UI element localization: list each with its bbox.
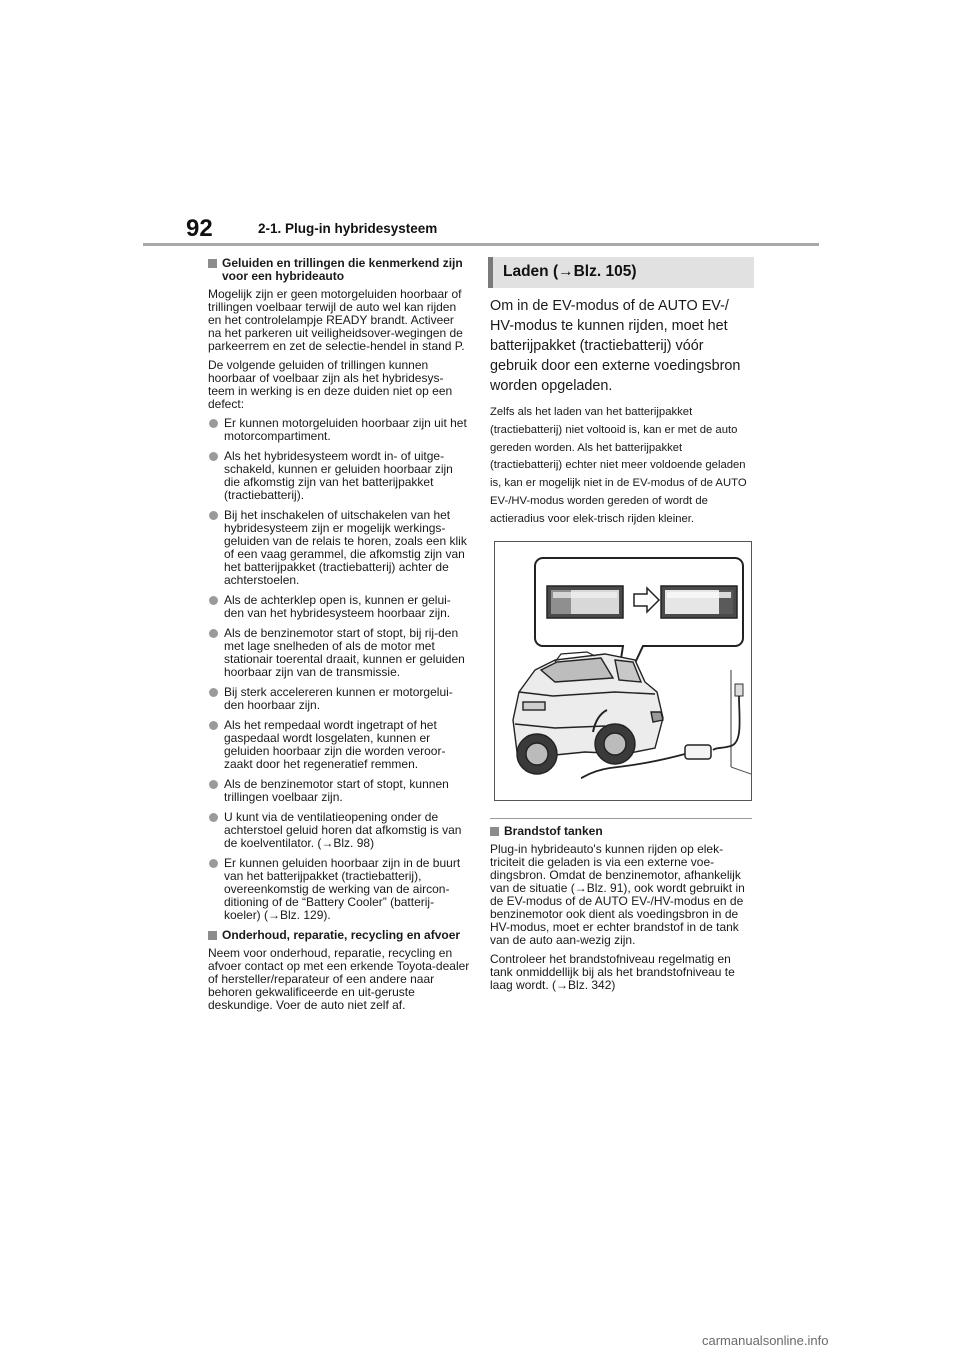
paragraph: Plug-in hybrideauto's kunnen rijden op elek-triciteit die geladen is via een externe voe-dingsbron. Omdat de benzinemotor, afhankelijk van de situatie (→Blz. 91), ook wordt gebruikt in de EV-modus of de AUTO EV-/HV-modus en de benzinemotor ook dient als voedingsbron in de HV-modus, moet er echter brandstof in de tank van de auto aan-wezig zijn.	[490, 841, 745, 947]
bullet-item: U kunt via de ventilatieopening onder de achterstoel geluid horen dat afkomstig is van de koelventilator. (→Blz. 98)	[208, 811, 470, 850]
header-rule	[143, 243, 819, 246]
wall-outlet-icon	[735, 684, 743, 696]
heading-maintenance: Onderhoud, reparatie, recycling en afvoer	[208, 929, 470, 942]
paragraph: De volgende geluiden of trillingen kunnen hoorbaar of voelbaar zijn als het hybridesys-teem in werking is en deze duiden niet op een defect:	[208, 358, 453, 411]
bullet-item: Als het rempedaal wordt ingetrapt of het gaspedaal wordt losgelaten, kunnen er geluiden hoorbaar zijn die worden veroor-zaakt door het regeneratief remmen.	[208, 719, 470, 771]
figure-divider	[490, 818, 752, 819]
bullet-item: Als de benzinemotor start of stopt, kunnen trillingen voelbaar zijn.	[208, 778, 470, 804]
left-column	[208, 257, 470, 1018]
battery-gauge-full-icon	[661, 586, 737, 618]
charging-illustration	[494, 541, 752, 801]
heading-sounds-vibrations: Geluiden en trillingen die kenmerkend zijn voor een hybrideauto	[208, 257, 470, 283]
watermark[interactable]: carmanualsonline.info	[702, 1333, 829, 1348]
charging-intro: Om in de EV-modus of de AUTO EV-/ HV-modus te kunnen rijden, moet het batterijpakket (tractiebatterij) vóór gebruik door een externe voedingsbron worden opgeladen.	[490, 298, 741, 394]
page-number: 92	[186, 215, 213, 242]
section-header: 2-1. Plug-in hybridesysteem	[258, 221, 438, 236]
paragraph: Mogelijk zijn er geen motorgeluiden hoorbaar of trillingen voelbaar terwijl de auto wel kan rijden en het controlelampje READY brandt. Activeer na het parkeren uit veiligheidsover-wegingen de parkeerrem en zet de selectie-hendel in stand P.	[208, 287, 465, 353]
bullet-item: Er kunnen geluiden hoorbaar zijn in de buurt van het batterijpakket (tractiebatterij), overeenkomstig de werking van de aircon-ditioning of de “Battery Cooler” (batterij-koeler) (→Blz. 129).	[208, 857, 470, 922]
paragraph: Neem voor onderhoud, reparatie, recycling en afvoer contact op met een erkende Toyota-dealer of hersteller/reparateur of een andere naar behoren gekwalificeerde en uit-geruste deskundige. Voer de auto niet zelf af.	[208, 946, 470, 1012]
bullet-item: Bij het inschakelen of uitschakelen van het hybridesysteem zijn er mogelijk werkings-geluiden van de relais te horen, zoals een klik of een vaag gerammel, die afkomstig zijn van het batterijpakket (tractiebatterij) achter de achterstoelen.	[208, 509, 470, 587]
charging-section-box	[488, 257, 754, 288]
charger-box-icon	[685, 745, 711, 759]
charging-body: Zelfs als het laden van het batterijpakket (tractiebatterij) niet voltooid is, kan er met de auto gereden worden. Als het batterijpakket (tractiebatterij) echter niet meer voldoende geladen is, kan er mogelijk niet in de EV-modus of de AUTO EV-/HV-modus worden gereden of wordt de actieradius voor elek-trisch rijden kleiner.	[490, 406, 747, 525]
bullet-item: Als het hybridesysteem wordt in- of uitge-schakeld, kunnen er geluiden hoorbaar zijn die afkomstig zijn van het batterijpakket (tractiebatterij).	[208, 450, 470, 502]
right-column	[490, 257, 752, 998]
bullet-item: Er kunnen motorgeluiden hoorbaar zijn uit het motorcompartiment.	[208, 417, 470, 443]
plug-in-hybrid-car-illustration	[513, 654, 663, 774]
bullet-item: Als de benzinemotor start of stopt, bij rij-den met lage snelheden of als de motor met stationair toerental draait, kunnen er geluiden hoorbaar zijn van de transmissie.	[208, 627, 470, 679]
bullet-item: Als de achterklep open is, kunnen er gelui-den van het hybridesysteem hoorbaar zijn.	[208, 594, 470, 620]
bullet-item: Bij sterk accelereren kunnen er motorgelui-den hoorbaar zijn.	[208, 686, 470, 712]
charging-section-title: Laden (→Blz. 105)	[503, 263, 637, 280]
battery-gauge-low-icon	[547, 586, 623, 618]
paragraph: Controleer het brandstofniveau regelmatig en tank onmiddellijk bij als het brandstofniveau te laag wordt. (→Blz. 342)	[490, 951, 735, 992]
heading-refuelling: Brandstof tanken	[490, 825, 752, 838]
